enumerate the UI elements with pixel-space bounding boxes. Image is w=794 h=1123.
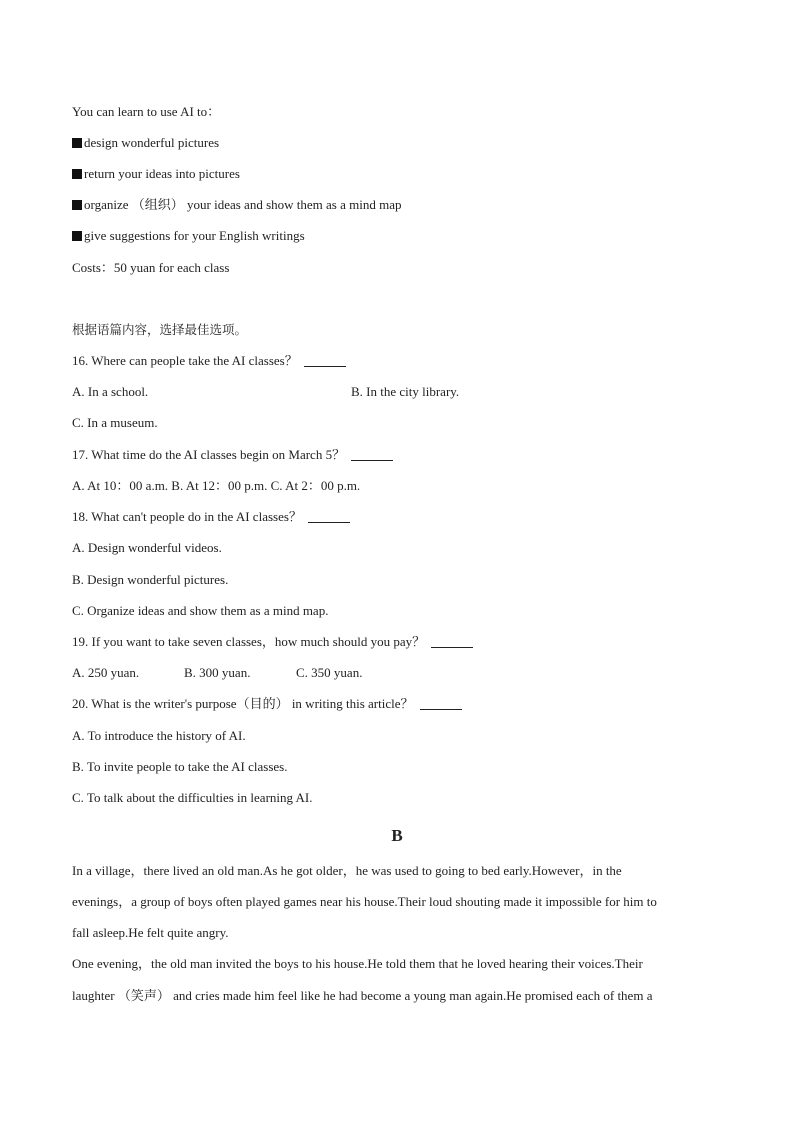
bullet-item: return your ideas into pictures <box>72 166 240 182</box>
square-bullet-icon <box>72 169 82 179</box>
option-c: C. To talk about the difficulties in learning AI. <box>72 790 313 805</box>
answer-blank <box>431 636 473 648</box>
answer-blank <box>308 511 350 523</box>
option-c: C. Organize ideas and show them as a mind map. <box>72 603 329 618</box>
option-b: B. 300 yuan. <box>184 665 251 680</box>
question-20: 20. What is the writer's purpose（目的） in writing this article？ <box>72 696 462 712</box>
section-heading: B <box>391 826 403 845</box>
square-bullet-icon <box>72 231 82 241</box>
bullet-item: design wonderful pictures <box>72 135 219 151</box>
instruction: 根据语篇内容，选择最佳选项。 <box>72 322 248 337</box>
answer-blank <box>420 698 462 710</box>
passage-line: One evening，the old man invited the boys to his house.He told them that he loved hearing their voices.Their <box>72 956 643 971</box>
option-c: C. 350 yuan. <box>296 665 363 680</box>
square-bullet-icon <box>72 200 82 210</box>
option-a: A. Design wonderful videos. <box>72 540 222 555</box>
passage-line: evenings，a group of boys often played games near his house.Their loud shouting made it impossible for him to <box>72 894 657 909</box>
passage-line: laughter （笑声） and cries made him feel like he had become a young man again.He promised each of them a <box>72 988 653 1003</box>
question-19: 19. If you want to take seven classes，how much should you pay？ <box>72 634 473 650</box>
option-b: B. To invite people to take the AI classes. <box>72 759 288 774</box>
question-16-options-row <box>72 384 722 400</box>
option-a: A. In a school. <box>72 384 149 399</box>
bullet-item: organize （组织） your ideas and show them as a mind map <box>72 197 401 213</box>
option-b: B. Design wonderful pictures. <box>72 572 229 587</box>
intro-lead: You can learn to use AI to： <box>72 104 221 119</box>
answer-blank <box>304 355 346 367</box>
passage-line: fall asleep.He felt quite angry. <box>72 925 229 940</box>
option-b: B. In the city library. <box>351 384 460 399</box>
question-17: 17. What time do the AI classes begin on March 5？ <box>72 447 393 463</box>
option-a: A. 250 yuan. <box>72 665 140 680</box>
option-a: A. To introduce the history of AI. <box>72 728 246 743</box>
square-bullet-icon <box>72 138 82 148</box>
answer-blank <box>351 449 393 461</box>
question-18: 18. What can't people do in the AI classes？ <box>72 509 350 525</box>
bullet-item: give suggestions for your English writings <box>72 228 305 244</box>
passage-line: In a village，there lived an old man.As he got older，he was used to going to bed early.However，in the <box>72 863 622 878</box>
question-16: 16. Where can people take the AI classes？ <box>72 353 346 369</box>
option-c: C. In a museum. <box>72 415 158 430</box>
costs-line: Costs：50 yuan for each class <box>72 260 230 275</box>
question-17-options: A. At 10：00 a.m. B. At 12：00 p.m. C. At 2：00 p.m. <box>72 478 361 493</box>
